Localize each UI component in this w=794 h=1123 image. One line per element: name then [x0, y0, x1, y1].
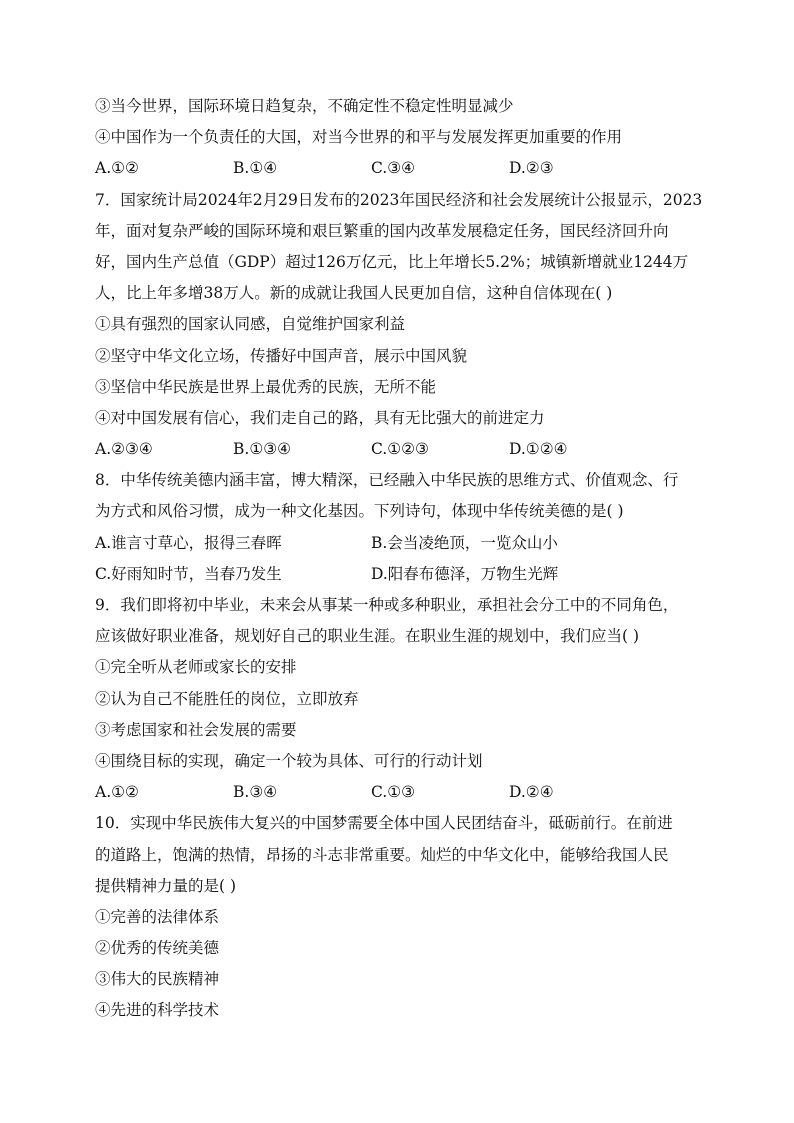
q6-option-a: A.①② [95, 159, 139, 178]
q6-statement-3: ③当今世界，国际环境日趋复杂，不确定性不稳定性明显减少 [95, 97, 514, 115]
q8-options-row-2 [95, 559, 705, 590]
q10-stem-line-1: 10．实现中华民族伟大复兴的中国梦需要全体中国人民团结奋斗，砥砺前行。在前进 [95, 814, 673, 833]
q7-option-b: B.①③④ [233, 440, 292, 459]
q9-statement-3: ③考虑国家和社会发展的需要 [95, 720, 297, 739]
q8-option-b: B.会当凌绝顶，一览众山小 [371, 533, 558, 552]
q9-stem-line-2: 应该做好职业准备，规划好自己的职业生涯。在职业生涯的规划中，我们应当( ) [95, 627, 640, 646]
q6-option-b: B.①④ [233, 159, 278, 178]
q9-statement-1: ①完全听从老师或家长的安排 [95, 658, 297, 677]
q9-stem-line-1: 9．我们即将初中毕业，未来会从事某一种或多种职业，承担社会分工中的不同角色， [95, 596, 679, 614]
q10-statement-1: ①完善的法律体系 [95, 907, 220, 926]
q7-option-d: D.①②④ [509, 440, 568, 459]
q10-statement-3: ③伟大的民族精神 [95, 970, 220, 989]
q6-option-d: D.②③ [509, 159, 554, 178]
q7-stem-line-2: 年，面对复杂严峻的国际环境和艰巨繁重的国内改革发展稳定任务，国民经济回升向 [95, 221, 669, 240]
q8-option-d: D.阳春布德泽，万物生光辉 [371, 564, 559, 583]
q9-option-c: C.①③ [371, 783, 416, 802]
q7-stem-line-3: 好，国内生产总值（GDP）超过126万亿元，比上年增长5.2%；城镇新增就业1244万 [95, 252, 689, 271]
q8-stem-line-1: 8．中华传统美德内涵丰富，博大精深，已经融入中华民族的思维方式、价值观念、行 [95, 471, 679, 490]
q9-option-d: D.②④ [509, 783, 554, 802]
q6-options [95, 153, 705, 184]
q10-stem-line-2: 的道路上，饱满的热情，昂扬的斗志非常重要。灿烂的中华文化中，能够给我国人民 [95, 845, 669, 864]
q8-stem-line-2: 为方式和风俗习惯，成为一种文化基因。下列诗句，体现中华传统美德的是( ) [95, 502, 624, 521]
q7-statement-3: ③坚信中华民族是世界上最优秀的民族，无所不能 [95, 377, 437, 396]
exam-page [95, 91, 705, 1027]
q7-statement-4: ④对中国发展有信心，我们走自己的路，具有无比强大的前进定力 [95, 408, 545, 427]
q7-option-a: A.②③④ [95, 440, 153, 459]
q10-statement-2: ②优秀的传统美德 [95, 939, 220, 958]
q7-option-c: C.①②③ [371, 440, 429, 459]
q9-option-b: B.③④ [233, 783, 278, 802]
q9-statement-4: ④围绕目标的实现，确定一个较为具体、可行的行动计划 [95, 751, 483, 770]
q8-option-a: A.谁言寸草心，报得三春晖 [95, 533, 282, 552]
q7-stem-line-4: 人，比上年多增38万人。新的成就让我国人民更加自信，这种自信体现在( ) [95, 284, 613, 303]
q9-options [95, 777, 705, 808]
q7-options [95, 434, 705, 465]
q7-statement-1: ①具有强烈的国家认同感，自觉维护国家利益 [95, 315, 406, 334]
q10-stem-line-3: 提供精神力量的是( ) [95, 876, 237, 895]
q9-statement-2: ②认为自己不能胜任的岗位，立即放弃 [95, 689, 359, 708]
q7-stem-line-1: 7．国家统计局2024年2月29日发布的2023年国民经济和社会发展统计公报显示，2023 [95, 190, 703, 209]
q9-option-a: A.①② [95, 783, 139, 802]
q6-statement-4: ④中国作为一个负责任的大国，对当今世界的和平与发展发挥更加重要的作用 [95, 128, 623, 147]
q10-statement-4: ④先进的科学技术 [95, 1001, 220, 1020]
q8-option-c: C.好雨知时节，当春乃发生 [95, 564, 282, 583]
q6-option-c: C.③④ [371, 159, 416, 178]
q7-statement-2: ②坚守中华文化立场，传播好中国声音，展示中国风貌 [95, 346, 468, 365]
q8-options-row-1 [95, 528, 705, 559]
